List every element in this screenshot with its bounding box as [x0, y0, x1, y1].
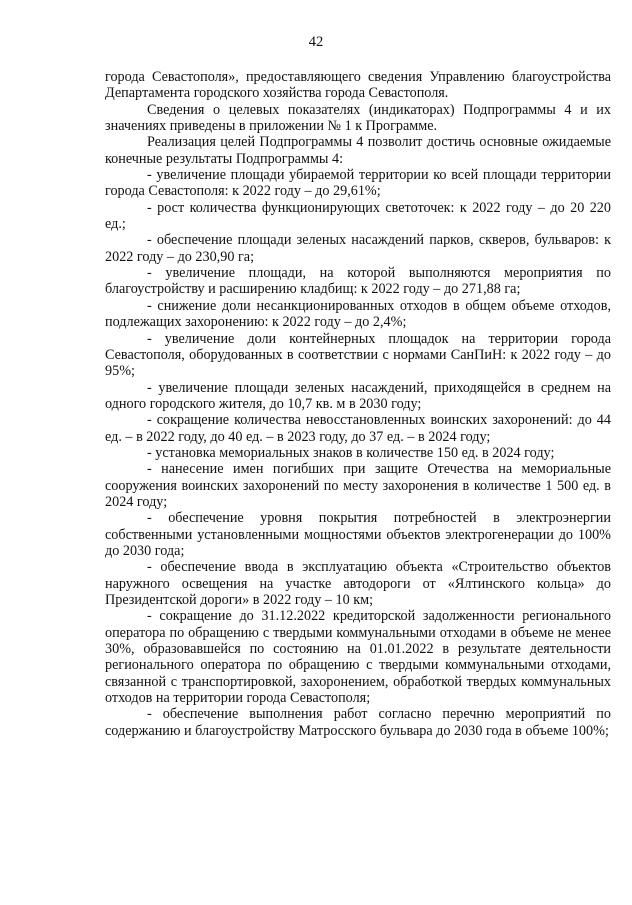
- list-item-war-graves: - сокращение количества невосстановленных воинских захоронений: до 44 ед. – в 2022 году, до 40 ед. – в 2023 году, до 37 ед. – в 2024 году;: [105, 412, 611, 445]
- paragraph-expected-results-lead: Реализация целей Подпрограммы 4 позволит достичь основные ожидаемые конечные результаты Подпрограммы 4:: [105, 134, 611, 167]
- list-item-street-lights: - рост количества функционирующих светоточек: к 2022 году – до 20 220 ед.;: [105, 199, 611, 233]
- list-item-cleaned-area: - увеличение площади убираемой территории ко всей площади территории города Севастополя: к 2022 году – до 29,61%;: [105, 167, 611, 200]
- list-item-names-of-fallen: - нанесение имен погибших при защите Отечества на мемориальные сооружения воинских захоронений по месту захоронения в количестве 1 500 ед. в 2024 году;: [105, 461, 611, 510]
- paragraph-intro-continuation: города Севастополя», предоставляющего сведения Управлению благоустройства Департамента городского хозяйства города Севастополя.: [105, 69, 611, 102]
- list-item-road-lighting: - обеспечение ввода в эксплуатацию объекта «Строительство объектов наружного освещения на участке автодороги от «Ялтинского кольца» до Президентской дороги» в 2022 году – 10 км;: [105, 559, 611, 608]
- list-item-green-areas: - обеспечение площади зеленых насаждений парков, скверов, бульваров: к 2022 году – до 230,90 га;: [105, 232, 611, 265]
- paragraph-indicators-reference: Сведения о целевых показателях (индикаторах) Подпрограммы 4 и их значениях приведены в приложении № 1 к Программе.: [105, 101, 611, 135]
- list-item-unauthorized-waste: - снижение доли несанкционированных отходов в общем объеме отходов, подлежащих захоронению: к 2022 году – до 2,4%;: [105, 297, 611, 331]
- list-item-green-per-resident: - увеличение площади зеленых насаждений, приходящейся в среднем на одного городского жителя, до 10,7 кв. м в 2030 году;: [105, 379, 611, 412]
- list-item-cemeteries: - увеличение площади, на которой выполняются мероприятия по благоустройству и расширению кладбищ: к 2022 году – до 271,88 га;: [105, 265, 611, 298]
- list-item-operator-debt: - сокращение до 31.12.2022 кредиторской задолженности регионального оператора по обращению с твердыми коммунальными отходами в объеме не менее 30%, образовавшейся по состоянию на 01.01.2022 в результате деятельности регионального оператора по обращению с твердыми коммунальными отходами, связанной с транспортировкой, захоронением, обработкой твердых коммунальных отходов на территории города Севастополя;: [105, 608, 611, 707]
- document-body: [105, 69, 611, 739]
- list-item-power-coverage: - обеспечение уровня покрытия потребностей в электроэнергии собственными установленными мощностями объектов электрогенерации до 100% до 2030 года;: [105, 510, 611, 559]
- list-item-memorial-signs: - установка мемориальных знаков в количестве 150 ед. в 2024 году;: [147, 444, 555, 461]
- list-item-matrossky-boulevard: - обеспечение выполнения работ согласно перечню мероприятий по содержанию и благоустройству Матросского бульвара до 2030 года в объеме 100%;: [105, 706, 611, 739]
- page-number: 42: [308, 34, 324, 50]
- list-item-container-sites: - увеличение доли контейнерных площадок на территории города Севастополя, оборудованных в соответствии с нормами СанПиН: к 2022 году – до 95%;: [105, 330, 611, 380]
